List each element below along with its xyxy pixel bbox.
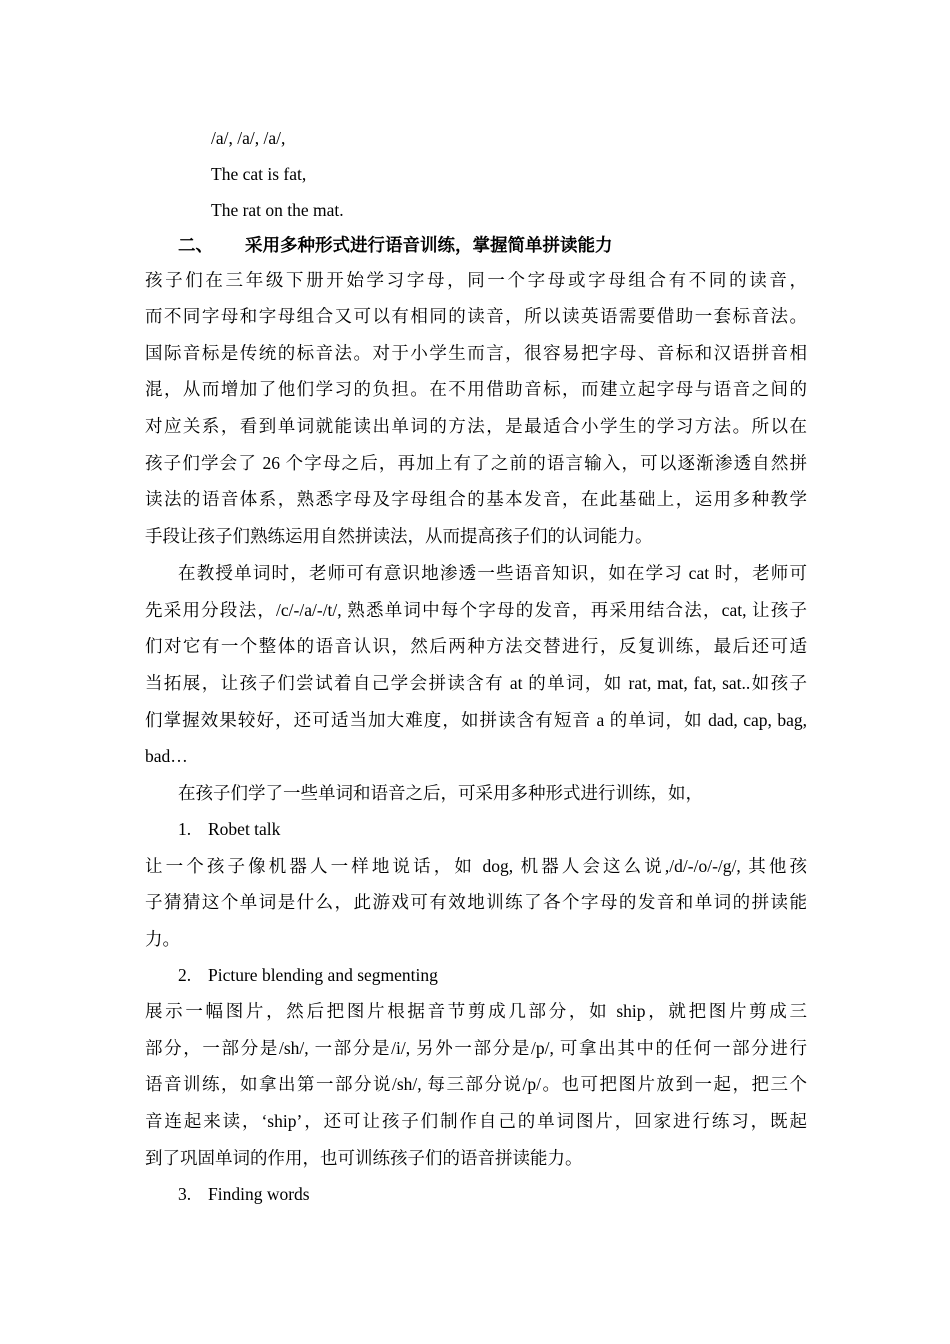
paragraph-line: 对应关系，看到单词就能读出单词的方法，是最适合小学生的学习方法。所以在 <box>145 416 807 436</box>
list-item-number: 3. <box>178 1184 192 1204</box>
paragraph-line: 们对它有一个整体的语音认识，然后两种方法交替进行，反复训练，最后还可适 <box>145 636 807 656</box>
paragraph-line: 子猜猜这个单词是什么，此游戏可有效地训练了各个字母的发音和单词的拼读能 <box>145 892 807 912</box>
list-item-heading <box>178 964 438 986</box>
paragraph-line: 混，从而增加了他们学习的负担。在不用借助音标，而建立起字母与语音之间的 <box>145 379 807 399</box>
paragraph-line: 读法的语音体系，熟悉字母及字母组合的基本发音，在此基础上，运用多种教学 <box>145 489 807 509</box>
paragraph-line: 在孩子们学了一些单词和语音之后，可采用多种形式进行训练，如， <box>178 783 703 803</box>
paragraph-line: 在教授单词时，老师可有意识地渗透一些语音知识，如在学习 cat 时，老师可 <box>178 563 807 583</box>
paragraph-line: 先采用分段法，/c/-/a/-/t/, 熟悉单词中每个字母的发音，再采用结合法，cat, 让孩子 <box>145 600 807 620</box>
paragraph-line: 孩子们在三年级下册开始学习字母，同一个字母或字母组合有不同的读音， <box>145 270 807 290</box>
paragraph-line: 让一个孩子像机器人一样地说话，如 dog, 机器人会这么说,/d/-/o/-/g/, 其他孩 <box>145 856 807 876</box>
list-item-heading <box>178 1183 310 1205</box>
paragraph-line: 到了巩固单词的作用，也可训练孩子们的语音拼读能力。 <box>145 1148 583 1168</box>
list-item-title: Picture blending and segmenting <box>208 965 438 985</box>
paragraph-line: bad… <box>145 746 188 766</box>
list-item-number: 2. <box>178 965 192 985</box>
paragraph-line: 力。 <box>145 929 180 949</box>
paragraph-line: 国际音标是传统的标音法。对于小学生而言，很容易把字母、音标和汉语拼音相 <box>145 343 807 363</box>
paragraph-line: 音连起来读，‘ship’，还可让孩子们制作自己的单词图片，回家进行练习，既起 <box>145 1111 807 1131</box>
section-number: 二、 <box>178 235 213 255</box>
poem-line-3: The rat on the mat. <box>211 200 344 220</box>
poem-line-1: /a/, /a/, /a/, <box>211 128 286 148</box>
paragraph-line: 展示一幅图片，然后把图片根据音节剪成几部分，如 ship，就把图片剪成三 <box>145 1001 807 1021</box>
poem-line-2: The cat is fat, <box>211 164 307 184</box>
paragraph-line: 当拓展，让孩子们尝试着自己学会拼读含有 at 的单词，如 rat, mat, fat, sat..如孩子 <box>145 673 807 693</box>
paragraph-line: 手段让孩子们熟练运用自然拼读法，从而提高孩子们的认词能力。 <box>145 526 653 546</box>
list-item-title: Robet talk <box>208 819 281 839</box>
list-item-heading <box>178 818 280 840</box>
section-heading <box>178 234 613 256</box>
list-item-number: 1. <box>178 819 192 839</box>
paragraph-line: 语音训练，如拿出第一部分说/sh/, 每三部分说/p/。也可把图片放到一起，把三个 <box>145 1074 807 1094</box>
paragraph-line: 孩子们学会了 26 个字母之后，再加上有了之前的语言输入，可以逐渐渗透自然拼 <box>145 453 807 473</box>
section-title: 采用多种形式进行语音训练，掌握简单拼读能力 <box>245 235 613 255</box>
paragraph-line: 部分，一部分是/sh/, 一部分是/i/, 另外一部分是/p/, 可拿出其中的任何一部分进行 <box>145 1038 807 1058</box>
paragraph-line: 们掌握效果较好，还可适当加大难度，如拼读含有短音 a 的单词，如 dad, cap, bag, <box>145 710 807 730</box>
list-item-title: Finding words <box>208 1184 310 1204</box>
paragraph-line: 而不同字母和字母组合又可以有相同的读音，所以读英语需要借助一套标音法。 <box>145 306 807 326</box>
